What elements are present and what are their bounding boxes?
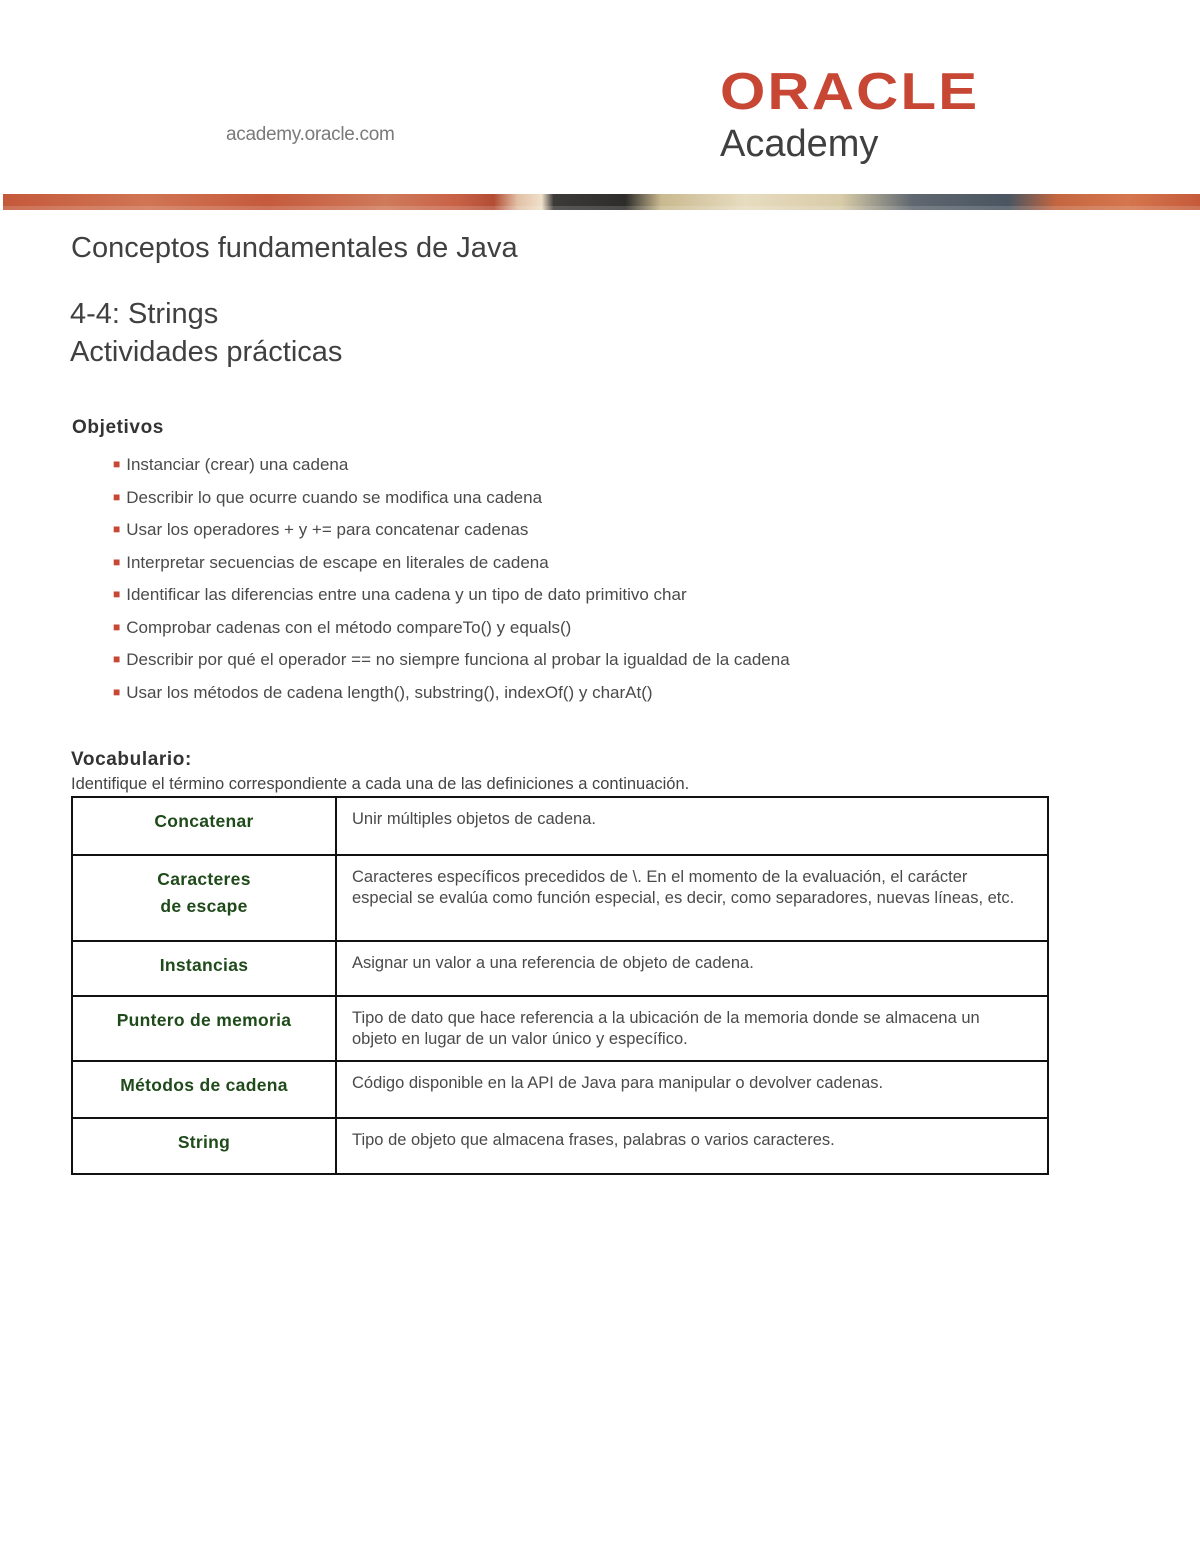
vocab-term: Caracteres de escape bbox=[72, 855, 336, 941]
list-item bbox=[113, 517, 790, 550]
table-row bbox=[72, 797, 1048, 855]
vocabulary-intro: Identifique el término correspondiente a cada una de las definiciones a continuación. bbox=[71, 775, 690, 793]
bullet-icon: ■ bbox=[113, 587, 121, 601]
vocab-term: Métodos de cadena bbox=[72, 1061, 336, 1118]
vocab-term: Instancias bbox=[72, 941, 336, 996]
table-row bbox=[72, 1061, 1048, 1118]
list-item bbox=[113, 647, 790, 680]
bullet-icon: ■ bbox=[113, 652, 121, 666]
vocab-definition: Caracteres específicos precedidos de \. En el momento de la evaluación, el carácter especial se evalúa como función especial, es decir, como separadores, nuevas líneas, etc. bbox=[336, 855, 1048, 941]
vocab-term: Puntero de memoria bbox=[72, 996, 336, 1061]
bullet-icon: ■ bbox=[113, 522, 121, 536]
page-title: Conceptos fundamentales de Java bbox=[71, 232, 518, 264]
list-item bbox=[113, 485, 790, 518]
objective-text: Describir lo que ocurre cuando se modifica una cadena bbox=[126, 487, 543, 507]
table-row bbox=[72, 941, 1048, 996]
list-item bbox=[113, 452, 790, 485]
header-url: academy.oracle.com bbox=[226, 124, 395, 145]
logo-sub: Academy bbox=[720, 123, 879, 165]
bullet-icon: ■ bbox=[113, 619, 121, 634]
vocab-definition: Unir múltiples objetos de cadena. bbox=[336, 797, 1048, 855]
oracle-academy-logo bbox=[720, 63, 1010, 166]
vocab-definition: Tipo de objeto que almacena frases, palabras o varios caracteres. bbox=[336, 1118, 1048, 1174]
header-banner-strip bbox=[3, 206, 1200, 210]
table-row bbox=[72, 996, 1048, 1061]
objective-text: Interpretar secuencias de escape en literales de cadena bbox=[126, 552, 549, 572]
logo-brand: ORACLE bbox=[720, 63, 980, 121]
table-row bbox=[72, 855, 1048, 941]
vocab-term: String bbox=[72, 1118, 336, 1174]
vocab-definition: Asignar un valor a una referencia de objeto de cadena. bbox=[336, 941, 1048, 996]
list-item bbox=[113, 680, 790, 713]
vocab-definition: Tipo de dato que hace referencia a la ubicación de la memoria donde se almacena un objeto en lugar de un valor único y específico. bbox=[336, 996, 1048, 1061]
objective-text: Identificar las diferencias entre una cadena y un tipo de dato primitivo char bbox=[126, 585, 687, 604]
lesson-heading bbox=[70, 295, 342, 371]
list-item bbox=[113, 615, 790, 648]
vocab-term: Concatenar bbox=[72, 797, 336, 855]
list-item bbox=[113, 582, 790, 615]
bullet-icon: ■ bbox=[113, 457, 121, 471]
objective-text: Usar los métodos de cadena length(), substring(), indexOf() y charAt() bbox=[126, 682, 653, 702]
vocabulary-heading: Vocabulario: bbox=[71, 749, 192, 770]
objective-text: Instanciar (crear) una cadena bbox=[126, 455, 349, 474]
bullet-icon: ■ bbox=[113, 554, 121, 569]
objectives-heading: Objetivos bbox=[72, 417, 164, 438]
table-row bbox=[72, 1118, 1048, 1174]
bullet-icon: ■ bbox=[113, 489, 121, 504]
bullet-icon: ■ bbox=[113, 684, 121, 699]
vocab-definition: Código disponible en la API de Java para manipular o devolver cadenas. bbox=[336, 1061, 1048, 1118]
lesson-number: 4-4: Strings bbox=[70, 298, 219, 330]
vocabulary-table bbox=[71, 796, 1049, 1175]
objective-text: Usar los operadores + y += para concatenar cadenas bbox=[126, 520, 529, 539]
list-item bbox=[113, 550, 790, 583]
objective-text: Comprobar cadenas con el método compareTo() y equals() bbox=[126, 617, 572, 637]
objective-text: Describir por qué el operador == no siempre funciona al probar la igualdad de la cadena bbox=[126, 650, 790, 669]
objectives-list bbox=[113, 452, 790, 712]
lesson-subtitle: Actividades prácticas bbox=[70, 336, 343, 368]
